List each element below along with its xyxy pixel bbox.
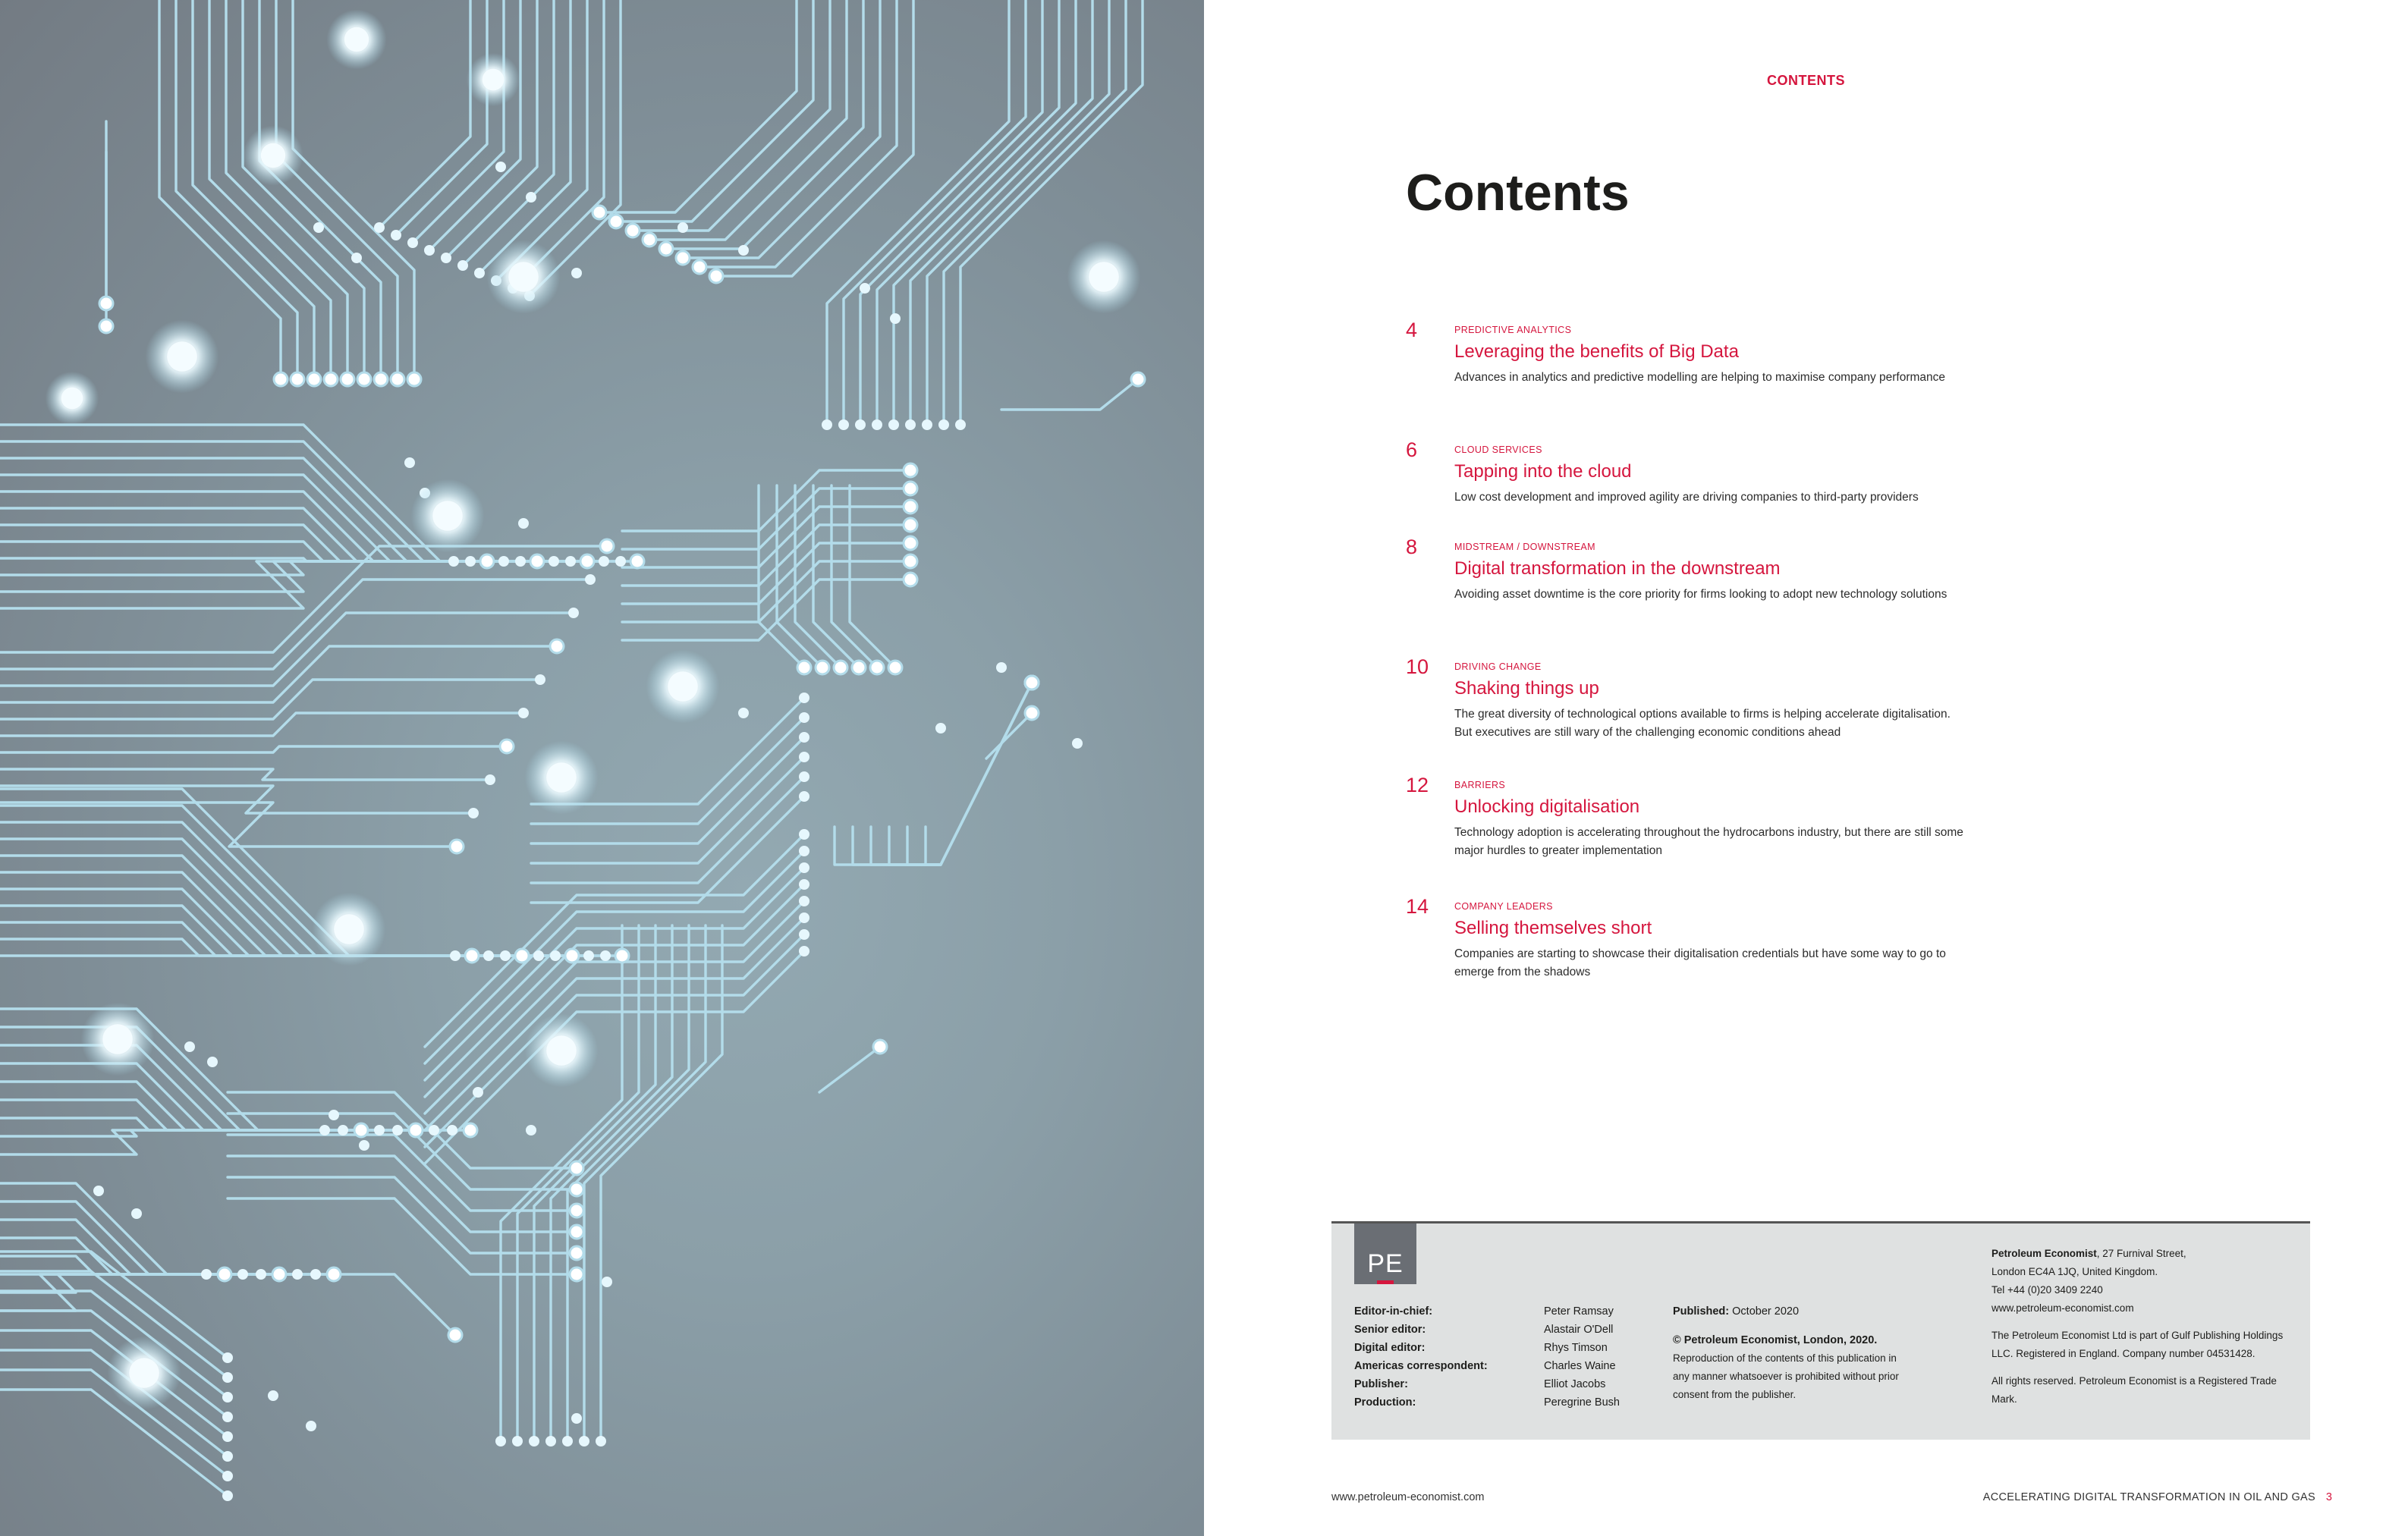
toc-page-number: 14 — [1406, 895, 1429, 918]
toc-description: Avoiding asset downtime is the core priority for firms looking to adopt new technology solutions — [1454, 588, 1947, 601]
staff-name: Elliot Jacobs — [1544, 1378, 1606, 1390]
rights-notice: All rights reserved. Petroleum Economist is a Registered Trade Mark. — [1991, 1375, 2277, 1405]
toc-description: Companies are starting to showcase their digitalisation credentials but have some way to go to emerge from the shadows — [1454, 947, 1946, 978]
pe-logo — [1354, 1223, 1416, 1284]
toc-entry[interactable] — [1406, 895, 2013, 1001]
reproduction-notice: Reproduction of the contents of this publication in any manner whatsoever is prohibited without prior consent from the publisher. — [1673, 1352, 1899, 1400]
toc-category: DRIVING CHANGE — [1454, 661, 1542, 672]
toc-category: MIDSTREAM / DOWNSTREAM — [1454, 542, 1595, 552]
staff-row — [1354, 1393, 1658, 1412]
staff-name: Peregrine Bush — [1544, 1396, 1620, 1409]
staff-role: Production: — [1354, 1396, 1416, 1409]
address-line-1 — [1991, 1245, 2295, 1263]
legal-notice: The Petroleum Economist Ltd is part of Gulf Publishing Holdings LLC. Registered in England. Company number 04531428. — [1991, 1330, 2284, 1359]
toc-page-number: 6 — [1406, 438, 1418, 461]
toc-page-number: 8 — [1406, 536, 1418, 558]
toc-category: CLOUD SERVICES — [1454, 444, 1542, 455]
page-title: Contents — [1406, 164, 1630, 221]
street-address: , 27 Furnival Street, — [2096, 1248, 2186, 1259]
logo-text: PE — [1367, 1249, 1404, 1278]
staff-row — [1354, 1339, 1658, 1357]
toc-category: PREDICTIVE ANALYTICS — [1454, 325, 1572, 335]
staff-name: Charles Waine — [1544, 1360, 1616, 1372]
contents-page — [1204, 0, 2408, 1536]
staff-role: Americas correspondent: — [1354, 1360, 1488, 1372]
credits-box — [1331, 1221, 2310, 1440]
staff-name: Alastair O'Dell — [1544, 1324, 1614, 1336]
publisher-address — [1991, 1245, 2295, 1409]
staff-name: Rhys Timson — [1544, 1342, 1608, 1354]
staff-role: Senior editor: — [1354, 1324, 1426, 1336]
toc-description: Advances in analytics and predictive modelling are helping to maximise company performance — [1454, 371, 1946, 384]
address-line-2: London EC4A 1JQ, United Kingdom. — [1991, 1266, 2158, 1277]
toc-description: The great diversity of technological options available to firms is helping accelerate digitalisation. But executives are still wary of the challenging economic conditions ahead — [1454, 708, 1951, 739]
toc-description: Technology adoption is accelerating throughout the hydrocarbons industry, but there are still some major hurdles to greater implementation — [1454, 826, 1963, 857]
toc-entry[interactable] — [1406, 774, 2013, 880]
staff-row — [1354, 1321, 1658, 1339]
footer-website[interactable]: www.petroleum-economist.com — [1331, 1491, 1485, 1503]
toc-title[interactable]: Tapping into the cloud — [1454, 461, 1632, 482]
toc-title[interactable]: Digital transformation in the downstream — [1454, 558, 1781, 579]
toc-category: COMPANY LEADERS — [1454, 901, 1553, 912]
toc-description: Low cost development and improved agility are driving companies to third-party providers — [1454, 491, 1919, 504]
published-label: Published: — [1673, 1305, 1730, 1318]
staff-name: Peter Ramsay — [1544, 1305, 1614, 1318]
toc-category: BARRIERS — [1454, 780, 1506, 790]
staff-row — [1354, 1375, 1658, 1393]
published-line — [1673, 1302, 1923, 1321]
toc-title[interactable]: Shaking things up — [1454, 678, 1599, 699]
staff-role: Digital editor: — [1354, 1342, 1426, 1354]
toc-entry[interactable] — [1406, 536, 2013, 642]
toc-page-number: 12 — [1406, 774, 1429, 796]
logo-accent-bar — [1377, 1280, 1394, 1284]
staff-list — [1354, 1302, 1658, 1412]
section-label: CONTENTS — [1767, 73, 1845, 88]
staff-role: Publisher: — [1354, 1378, 1408, 1390]
copyright: © Petroleum Economist, London, 2020. — [1673, 1334, 1878, 1346]
published-date: October 2020 — [1732, 1305, 1800, 1318]
toc-title[interactable]: Selling themselves short — [1454, 918, 1652, 938]
publication-info — [1673, 1302, 1923, 1404]
company-name: Petroleum Economist — [1991, 1248, 2097, 1259]
toc-entry[interactable] — [1406, 655, 2013, 762]
toc-page-number: 4 — [1406, 319, 1418, 341]
toc-page-number: 10 — [1406, 655, 1429, 678]
toc-title[interactable]: Unlocking digitalisation — [1454, 796, 1640, 817]
footer-publication-title: ACCELERATING DIGITAL TRANSFORMATION IN OIL AND GAS — [1982, 1491, 2315, 1503]
staff-row — [1354, 1302, 1658, 1321]
toc-title[interactable]: Leveraging the benefits of Big Data — [1454, 341, 1739, 362]
staff-role: Editor-in-chief: — [1354, 1305, 1433, 1318]
phone: Tel +44 (0)20 3409 2240 — [1991, 1284, 2103, 1296]
toc-entry[interactable] — [1406, 319, 2013, 425]
website-link[interactable]: www.petroleum-economist.com — [1991, 1302, 2134, 1314]
staff-row — [1354, 1357, 1658, 1375]
toc-entry[interactable] — [1406, 438, 2013, 545]
page-number: 3 — [2325, 1491, 2332, 1503]
